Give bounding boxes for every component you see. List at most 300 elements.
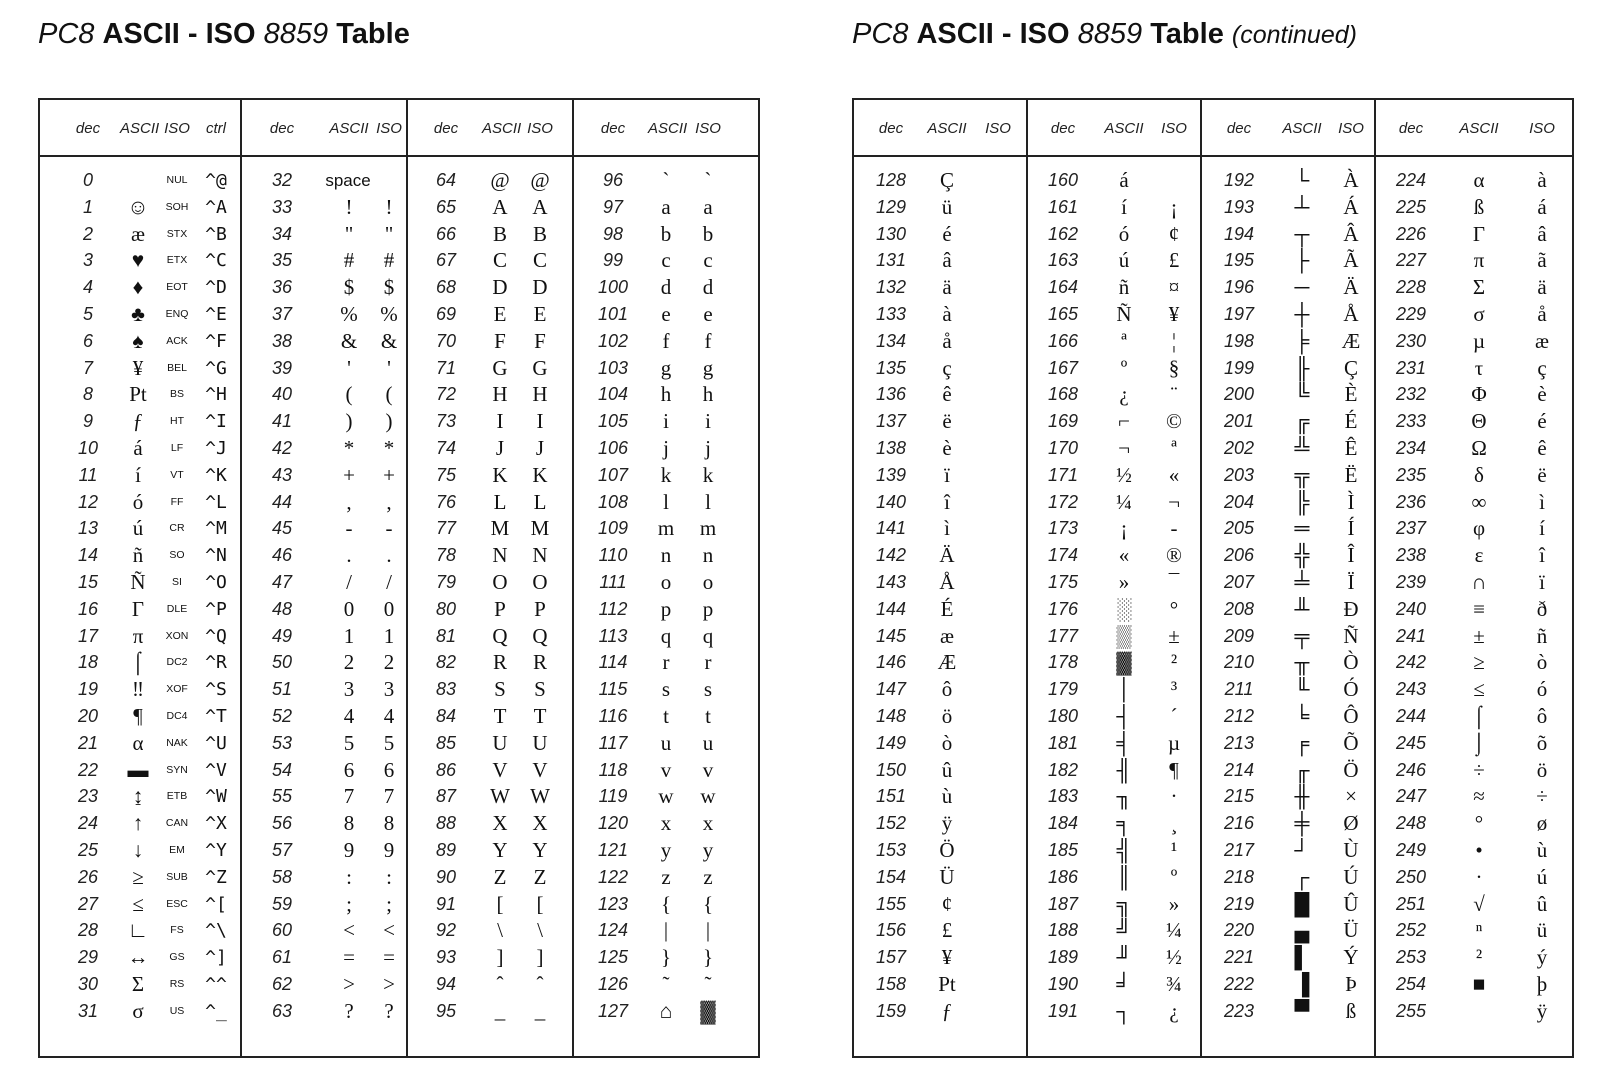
cell-dec: 153 bbox=[875, 840, 907, 860]
cell-iso: C bbox=[532, 248, 547, 273]
cell-ascii: ± bbox=[1473, 623, 1485, 648]
cell-dec: 94 bbox=[435, 974, 457, 994]
cell-ascii: ┐ bbox=[1116, 998, 1132, 1023]
cell-iso: â bbox=[1537, 221, 1547, 246]
cell-iso: . bbox=[386, 543, 392, 568]
table-row bbox=[408, 515, 572, 542]
cell-ascii: π bbox=[1473, 248, 1485, 273]
cell-iso: ù bbox=[1536, 838, 1548, 862]
table-row bbox=[408, 355, 572, 382]
cell-dec: 185 bbox=[1047, 840, 1079, 860]
cell-ascii: q bbox=[660, 623, 672, 648]
page-title-left bbox=[38, 18, 410, 51]
cell-dec: 237 bbox=[1395, 518, 1427, 539]
cell-iso: ó bbox=[1536, 677, 1548, 702]
title-pc8: PC8 bbox=[38, 18, 95, 50]
table-row bbox=[1376, 408, 1572, 435]
cell-dec: 46 bbox=[271, 545, 293, 566]
cell-dec: 201 bbox=[1223, 411, 1255, 432]
cell-dec: 0 bbox=[82, 170, 93, 190]
cell-dec: 148 bbox=[875, 706, 907, 726]
cell-ascii: π bbox=[132, 623, 144, 648]
column-header-row bbox=[854, 100, 1026, 157]
table-row bbox=[1202, 274, 1374, 301]
cell-iso: ] bbox=[536, 945, 544, 970]
cell-ascii: ≡ bbox=[1473, 596, 1485, 621]
table-row bbox=[1028, 998, 1200, 1025]
cell-dec: 253 bbox=[1395, 947, 1427, 968]
table-row bbox=[408, 730, 572, 757]
cell-ascii: ═ bbox=[1294, 516, 1310, 541]
table-row bbox=[574, 408, 758, 435]
cell-ascii: & bbox=[340, 328, 358, 353]
cell-ascii: ♣ bbox=[131, 302, 145, 326]
cell-ascii: l bbox=[663, 489, 669, 514]
cell-dec: 138 bbox=[875, 438, 907, 458]
table-row bbox=[574, 944, 758, 971]
cell-iso: ACK bbox=[166, 334, 188, 347]
table-row bbox=[408, 971, 572, 998]
table-row bbox=[1376, 944, 1572, 971]
cell-iso: J bbox=[535, 436, 545, 460]
table-row bbox=[242, 435, 406, 462]
table-row bbox=[854, 247, 1026, 274]
cell-ascii: @ bbox=[490, 168, 510, 192]
cell-ascii: 9 bbox=[343, 838, 355, 862]
cell-dec: 20 bbox=[77, 706, 99, 726]
table-row bbox=[242, 301, 406, 328]
table-row bbox=[1202, 623, 1374, 650]
cell-dec: 93 bbox=[435, 947, 457, 968]
cell-dec: 210 bbox=[1223, 652, 1255, 673]
cell-iso bbox=[972, 381, 1024, 408]
cell-ascii: ╙ bbox=[1294, 677, 1310, 702]
cell-ascii: ┴ bbox=[1294, 194, 1310, 219]
cell-ascii: ù bbox=[941, 784, 953, 809]
cell-ctrl: ^@ bbox=[205, 170, 227, 191]
cell-dec: 187 bbox=[1047, 893, 1079, 914]
cell-iso: µ bbox=[1167, 730, 1181, 755]
cell-ascii: Ä bbox=[939, 543, 955, 568]
cell-dec: 213 bbox=[1223, 732, 1255, 753]
cell-dec: 155 bbox=[875, 893, 907, 914]
table-row bbox=[40, 515, 240, 542]
cell-ascii: ╬ bbox=[1294, 543, 1310, 568]
cell-iso: m bbox=[699, 516, 717, 541]
cell-iso: ; bbox=[386, 891, 392, 916]
table-row bbox=[242, 783, 406, 810]
cell-iso: © bbox=[1166, 409, 1182, 434]
table-row bbox=[1376, 783, 1572, 810]
cell-dec: 202 bbox=[1223, 438, 1255, 458]
cell-ascii: ε bbox=[1474, 543, 1484, 568]
cell-dec: 98 bbox=[602, 223, 624, 244]
cell-iso: L bbox=[533, 489, 547, 514]
cell-iso: é bbox=[1537, 409, 1547, 434]
cell-dec: 60 bbox=[271, 920, 293, 941]
cell-iso: M bbox=[530, 516, 550, 541]
cell-iso: ò bbox=[1536, 650, 1548, 675]
cell-dec: 141 bbox=[875, 518, 907, 539]
cell-ascii: - bbox=[345, 516, 353, 541]
cell-ascii: 0 bbox=[343, 596, 355, 621]
cell-iso: I bbox=[536, 409, 544, 434]
header-dec: dec bbox=[1050, 120, 1076, 137]
table-row bbox=[1028, 221, 1200, 248]
table-row bbox=[242, 730, 406, 757]
cell-ascii: ( bbox=[345, 382, 353, 407]
cell-dec: 218 bbox=[1223, 866, 1255, 887]
table-row bbox=[1202, 944, 1374, 971]
cell-dec: 198 bbox=[1223, 330, 1255, 351]
cell-ctrl: ^\ bbox=[205, 920, 227, 942]
cell-dec: 195 bbox=[1223, 250, 1255, 271]
cell-dec: 211 bbox=[1224, 679, 1254, 700]
cell-ascii: p bbox=[660, 596, 672, 621]
cell-iso: ² bbox=[1170, 650, 1178, 675]
cell-dec: 157 bbox=[875, 947, 907, 968]
cell-ascii: í bbox=[1121, 194, 1127, 219]
cell-iso: SOH bbox=[165, 200, 189, 213]
cell-ascii: Pt bbox=[129, 382, 147, 407]
table-row bbox=[408, 408, 572, 435]
table-row bbox=[40, 247, 240, 274]
table-row bbox=[408, 462, 572, 489]
header-dec: dec bbox=[1226, 120, 1252, 137]
cell-ctrl: ^C bbox=[205, 250, 227, 272]
cell-iso: ¨ bbox=[1170, 382, 1178, 407]
table-row bbox=[40, 301, 240, 328]
cell-ascii: ▄ bbox=[1294, 918, 1310, 943]
table-row bbox=[408, 221, 572, 248]
cell-iso: FF bbox=[170, 495, 184, 508]
cell-ascii: ç bbox=[942, 355, 952, 380]
cell-iso: Ô bbox=[1343, 704, 1359, 728]
cell-iso bbox=[972, 837, 1024, 864]
cell-iso bbox=[376, 167, 402, 194]
cell-ascii: d bbox=[660, 275, 672, 300]
cell-dec: 7 bbox=[82, 357, 93, 378]
cell-dec: 45 bbox=[271, 518, 293, 539]
cell-ascii: Å bbox=[939, 570, 955, 594]
cell-dec: 91 bbox=[435, 893, 457, 914]
table-row bbox=[242, 917, 406, 944]
cell-iso: # bbox=[383, 248, 395, 273]
cell-iso: US bbox=[169, 1004, 185, 1017]
table-row bbox=[40, 676, 240, 703]
cell-iso: F bbox=[534, 328, 546, 353]
header-ascii: ASCII bbox=[1459, 120, 1499, 137]
cell-iso: ¹ bbox=[1170, 838, 1178, 862]
cell-iso: Á bbox=[1343, 194, 1359, 219]
cell-ascii: ë bbox=[942, 409, 952, 434]
cell-iso bbox=[972, 274, 1024, 301]
cell-ascii: W bbox=[490, 784, 510, 809]
cell-dec: 51 bbox=[271, 679, 293, 700]
cell-iso: Ã bbox=[1343, 248, 1359, 273]
cell-iso: D bbox=[532, 275, 548, 300]
cell-ascii: í bbox=[135, 462, 141, 487]
cell-iso: ¥ bbox=[1168, 302, 1180, 326]
table-row bbox=[408, 649, 572, 676]
cell-ascii: ? bbox=[344, 998, 354, 1023]
cell-iso: Y bbox=[532, 838, 548, 862]
cell-dec: 165 bbox=[1047, 304, 1079, 324]
cell-iso: XON bbox=[165, 629, 189, 642]
cell-ascii: U bbox=[492, 730, 508, 755]
cell-ascii: ˜ bbox=[662, 972, 670, 996]
cell-ctrl: ^B bbox=[205, 223, 227, 245]
table-row bbox=[1202, 649, 1374, 676]
table-row bbox=[1202, 381, 1374, 408]
table-row bbox=[1202, 971, 1374, 998]
cell-dec: 220 bbox=[1223, 920, 1255, 941]
cell-ascii: ╩ bbox=[1294, 436, 1310, 460]
table-row bbox=[408, 676, 572, 703]
table-row bbox=[40, 462, 240, 489]
cell-dec: 113 bbox=[598, 625, 628, 646]
cell-iso: Ù bbox=[1343, 838, 1359, 862]
cell-dec: 180 bbox=[1047, 706, 1079, 726]
cell-dec: 23 bbox=[77, 786, 99, 807]
cell-dec: 65 bbox=[435, 196, 457, 217]
table-row bbox=[854, 515, 1026, 542]
table-row bbox=[242, 703, 406, 730]
table-row bbox=[40, 542, 240, 569]
title-iso: ISO bbox=[1019, 18, 1070, 50]
cell-dec: 182 bbox=[1047, 759, 1079, 780]
cell-iso: E bbox=[533, 302, 547, 326]
cell-dec: 108 bbox=[597, 491, 629, 512]
cell-dec: 144 bbox=[875, 598, 907, 619]
cell-iso bbox=[972, 971, 1024, 998]
table-row bbox=[408, 917, 572, 944]
title-dash: - bbox=[187, 18, 198, 50]
cell-ascii: ╓ bbox=[1294, 757, 1310, 782]
table-row bbox=[1376, 462, 1572, 489]
table-row bbox=[1028, 730, 1200, 757]
header-ascii: ASCII bbox=[648, 120, 688, 137]
title-number: 8859 bbox=[263, 18, 329, 50]
table-row bbox=[1376, 569, 1572, 596]
cell-ascii bbox=[120, 167, 156, 194]
cell-iso: ¿ bbox=[1169, 998, 1179, 1023]
table-row bbox=[242, 891, 406, 918]
cell-iso: 2 bbox=[383, 650, 395, 675]
table-row bbox=[1376, 649, 1572, 676]
table-row bbox=[242, 247, 406, 274]
cell-dec: 87 bbox=[435, 786, 457, 807]
table-row bbox=[40, 649, 240, 676]
cell-iso: @ bbox=[530, 168, 550, 192]
title-pc8: PC8 bbox=[852, 18, 909, 50]
table-row bbox=[242, 462, 406, 489]
cell-iso: STX bbox=[166, 227, 188, 240]
cell-iso: X bbox=[532, 811, 548, 836]
cell-ascii: ä bbox=[942, 275, 952, 300]
cell-iso: ¬ bbox=[1168, 489, 1180, 514]
cell-ascii: ♥ bbox=[131, 248, 145, 273]
cell-iso bbox=[972, 864, 1024, 891]
cell-dec: 161 bbox=[1047, 196, 1079, 217]
cell-ctrl: ^P bbox=[205, 598, 227, 620]
cell-dec: 64 bbox=[435, 170, 457, 190]
cell-iso: ˜ bbox=[704, 972, 712, 996]
cell-ascii: Ö bbox=[939, 838, 955, 862]
cell-ascii: ┼ bbox=[1294, 302, 1310, 326]
cell-iso: Ä bbox=[1343, 275, 1359, 300]
cell-iso: t bbox=[705, 704, 711, 728]
header-ascii: ASCII bbox=[482, 120, 522, 137]
table-row bbox=[1028, 623, 1200, 650]
table-row bbox=[854, 783, 1026, 810]
cell-dec: 118 bbox=[598, 759, 628, 780]
cell-dec: 255 bbox=[1395, 1000, 1427, 1021]
cell-iso: q bbox=[702, 623, 714, 648]
table-row bbox=[1202, 462, 1374, 489]
cell-iso: c bbox=[703, 248, 713, 273]
table-row bbox=[1028, 917, 1200, 944]
table-row bbox=[408, 864, 572, 891]
cell-dec: 92 bbox=[435, 920, 457, 941]
cell-ctrl: ^A bbox=[205, 196, 227, 218]
table-row bbox=[1202, 676, 1374, 703]
table-row bbox=[242, 381, 406, 408]
table-row bbox=[1376, 891, 1572, 918]
cell-ascii: ⌡ bbox=[1472, 730, 1486, 755]
cell-dec: 104 bbox=[597, 384, 629, 405]
table-row bbox=[242, 757, 406, 784]
cell-iso: { bbox=[702, 891, 714, 916]
cell-dec: 12 bbox=[77, 491, 99, 512]
cell-dec: 197 bbox=[1223, 304, 1255, 324]
cell-dec: 112 bbox=[598, 598, 628, 619]
cell-ctrl: ^S bbox=[205, 679, 227, 701]
cell-iso: í bbox=[1539, 516, 1545, 541]
cell-ascii: A bbox=[492, 194, 508, 219]
table-row bbox=[40, 596, 240, 623]
cell-dec: 68 bbox=[435, 277, 457, 298]
cell-dec: 71 bbox=[435, 357, 457, 378]
cell-dec: 216 bbox=[1223, 813, 1255, 834]
cell-iso: FS bbox=[170, 924, 184, 937]
table-row bbox=[408, 596, 572, 623]
cell-iso: _ bbox=[534, 998, 546, 1023]
cell-iso: Å bbox=[1343, 302, 1359, 326]
table-row bbox=[242, 649, 406, 676]
cell-dec: 50 bbox=[271, 652, 293, 673]
table-row bbox=[1202, 194, 1374, 221]
cell-dec: 225 bbox=[1395, 196, 1427, 217]
table-row bbox=[242, 596, 406, 623]
cell-dec: 96 bbox=[602, 170, 624, 190]
cell-dec: 6 bbox=[82, 330, 93, 351]
cell-ascii: º bbox=[1120, 355, 1128, 380]
cell-iso: Ó bbox=[1343, 677, 1359, 702]
cell-dec: 162 bbox=[1047, 223, 1079, 244]
cell-dec: 90 bbox=[435, 866, 457, 887]
cell-dec: 219 bbox=[1223, 893, 1255, 914]
cell-ascii: σ bbox=[1473, 302, 1485, 326]
cell-dec: 39 bbox=[271, 357, 293, 378]
cell-ascii: ▐ bbox=[1294, 972, 1310, 996]
table-row bbox=[40, 703, 240, 730]
table-row bbox=[574, 971, 758, 998]
table-row bbox=[408, 703, 572, 730]
cell-ascii: █ bbox=[1294, 891, 1310, 916]
cell-dec: 63 bbox=[271, 1000, 293, 1021]
cell-ascii: ° bbox=[1474, 811, 1484, 836]
cell-dec: 129 bbox=[875, 196, 907, 217]
cell-iso: ETX bbox=[166, 254, 188, 267]
table-row bbox=[574, 381, 758, 408]
table-row bbox=[1376, 917, 1572, 944]
table-row bbox=[242, 971, 406, 998]
cell-dec: 193 bbox=[1223, 196, 1255, 217]
header-iso: ISO bbox=[1529, 120, 1555, 137]
cell-dec: 21 bbox=[77, 732, 99, 753]
cell-ascii: 5 bbox=[343, 730, 355, 755]
cell-iso: ? bbox=[384, 998, 394, 1023]
cell-ascii: µ bbox=[1472, 328, 1486, 353]
cell-ascii: ╦ bbox=[1294, 462, 1310, 487]
cell-iso: - bbox=[1170, 516, 1178, 541]
table-row bbox=[854, 730, 1026, 757]
cell-iso bbox=[972, 301, 1024, 328]
cell-ascii: ‼ bbox=[131, 677, 145, 702]
cell-dec: 131 bbox=[875, 250, 907, 271]
cell-ascii: è bbox=[942, 436, 952, 460]
cell-iso: ë bbox=[1537, 462, 1547, 487]
cell-iso: Ü bbox=[1343, 918, 1359, 943]
cell-dec: 32 bbox=[271, 170, 293, 190]
cell-iso: GS bbox=[169, 951, 185, 964]
cell-iso bbox=[972, 194, 1024, 221]
cell-ascii: I bbox=[496, 409, 504, 434]
cell-dec: 164 bbox=[1047, 277, 1079, 298]
cell-ascii: Ñ bbox=[1116, 302, 1132, 326]
cell-dec: 76 bbox=[435, 491, 457, 512]
cell-ascii: └ bbox=[1294, 168, 1310, 192]
cell-ascii: Γ bbox=[1472, 221, 1486, 246]
cell-iso: Q bbox=[532, 623, 548, 648]
table-row bbox=[854, 703, 1026, 730]
cell-dec: 191 bbox=[1047, 1000, 1079, 1021]
cell-ascii: ñ bbox=[132, 543, 144, 568]
cell-ascii: Γ bbox=[131, 596, 145, 621]
cell-iso: £ bbox=[1168, 248, 1180, 273]
cell-dec: 121 bbox=[597, 840, 629, 860]
table-row bbox=[1028, 328, 1200, 355]
cell-dec: 22 bbox=[77, 759, 99, 780]
cell-iso bbox=[972, 515, 1024, 542]
cell-iso: " bbox=[384, 221, 394, 246]
cell-ctrl: ^K bbox=[205, 464, 227, 486]
cell-dec: 54 bbox=[271, 759, 293, 780]
column-header-row bbox=[242, 100, 406, 157]
table-row bbox=[408, 998, 572, 1025]
cell-iso: Æ bbox=[1341, 328, 1361, 353]
cell-dec: 16 bbox=[77, 598, 99, 619]
cell-iso: v bbox=[702, 757, 714, 782]
cell-iso: 4 bbox=[383, 704, 395, 728]
cell-ascii: G bbox=[492, 355, 508, 380]
cell-ascii: ⌂ bbox=[659, 998, 673, 1023]
table-row bbox=[242, 676, 406, 703]
cell-dec: 217 bbox=[1223, 840, 1255, 860]
cell-iso: H bbox=[532, 382, 548, 407]
cell-dec: 204 bbox=[1223, 491, 1255, 512]
